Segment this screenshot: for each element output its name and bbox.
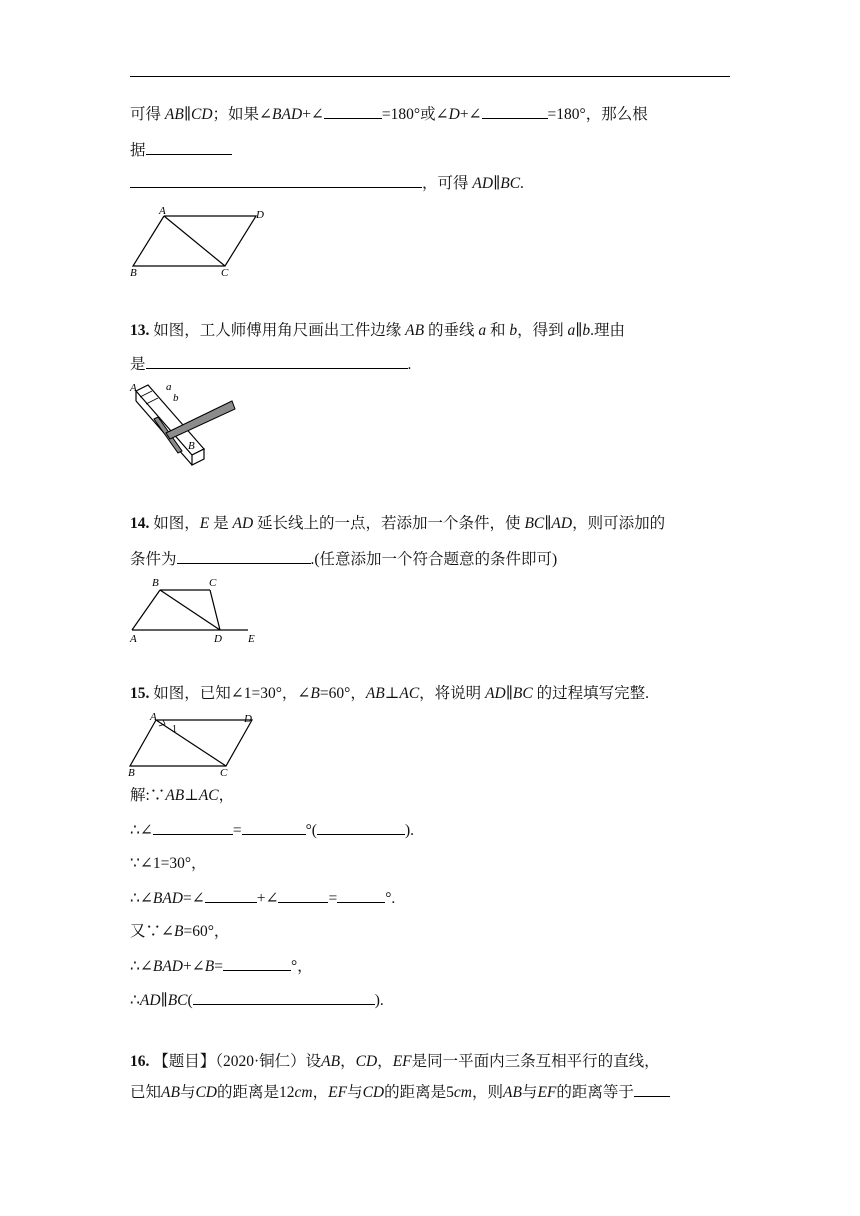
q15-step-5: 又∵∠B=60°， — [130, 923, 230, 940]
answer-blank[interactable] — [146, 140, 232, 155]
q14-trapezoid-figure — [128, 576, 268, 646]
q13-line-1: 13. 如图，工人师傅用角尺画出工件边缘 AB 的垂线 a 和 b，得到 a∥b.理由 — [130, 322, 626, 339]
fig-label-d: D — [256, 209, 264, 221]
answer-blank[interactable] — [242, 820, 306, 835]
q14-line-2: 条件为 .(任意添加一个符合题意的条件即可) — [130, 551, 558, 568]
q15-step-2: ∴∠ = °( ). — [130, 822, 415, 839]
fig-label-b: B — [128, 767, 135, 779]
answer-blank[interactable] — [130, 173, 422, 188]
q13-line-2: 是 . — [130, 356, 412, 373]
answer-blank[interactable] — [223, 956, 291, 971]
figure-diagonal — [164, 216, 225, 266]
q15-step-3: ∵∠1=30°， — [130, 855, 207, 872]
fig-label-a: A — [150, 711, 157, 723]
q15-step-4: ∴∠BAD=∠ +∠ = °. — [130, 890, 396, 907]
q13-set-square-figure — [128, 381, 243, 471]
fig-label-line-a: a — [166, 381, 172, 393]
answer-blank[interactable] — [337, 888, 385, 903]
q15-step-1: 解:∵AB⊥AC， — [130, 787, 235, 804]
fig-label-a: A — [130, 633, 137, 645]
q15-step-6: ∴∠BAD+∠B= °， — [130, 958, 313, 975]
fig-label-d: D — [214, 633, 222, 645]
q16-line-2: 已知AB与CD的距离是12cm，EF与CD的距离是5cm，则AB与EF的距离等于 — [130, 1082, 670, 1103]
q15-line-1: 15. 如图，已知∠1=30°，∠B=60°，AB⊥AC，将说明 AD∥BC 的过程填写完整. — [130, 685, 649, 702]
fig-label-line-b: b — [173, 392, 179, 404]
fig-label-c: C — [221, 267, 229, 279]
q16-line-1: 16. 【题目】（2020·铜仁）设AB，CD，EF是同一平面内三条互相平行的直线， — [130, 1053, 660, 1070]
fig-label-e: E — [248, 633, 255, 645]
fig-label-d: D — [244, 713, 252, 725]
answer-blank[interactable] — [482, 104, 548, 119]
fig-label-a: A — [159, 205, 166, 217]
header-rule — [130, 76, 730, 77]
fig-label-a: A — [130, 382, 137, 394]
answer-blank[interactable] — [193, 990, 375, 1005]
answer-blank[interactable] — [634, 1082, 670, 1097]
fig-label-angle-1: 1 — [172, 724, 177, 735]
answer-blank[interactable] — [153, 820, 233, 835]
q15-step-7: ∴AD∥BC( ). — [130, 992, 384, 1009]
q12-line-1: 可得 AB∥CD；如果∠BAD+∠ =180°或∠D+∠ =180°，那么根 — [130, 106, 648, 123]
fig-label-c: C — [220, 767, 228, 779]
q14-line-1: 14. 如图，E 是 AD 延长线上的一点，若添加一个条件，使 BC∥AD，则可添加的 — [130, 515, 666, 532]
q12-line-3: ，可得 AD∥BC. — [130, 173, 524, 194]
fig-label-b: B — [152, 577, 159, 589]
answer-blank[interactable] — [146, 354, 408, 369]
q15-parallelogram-figure — [128, 710, 268, 778]
answer-blank[interactable] — [324, 104, 382, 119]
answer-blank[interactable] — [278, 888, 328, 903]
fig-label-c: C — [209, 577, 217, 589]
answer-blank[interactable] — [177, 549, 311, 564]
answer-blank[interactable] — [317, 820, 405, 835]
q12-line-2: 据 — [130, 140, 232, 161]
fig-label-b: B — [130, 267, 137, 279]
answer-blank[interactable] — [205, 888, 257, 903]
fig-label-b: B — [188, 440, 195, 452]
q12-parallelogram-figure — [128, 204, 268, 280]
